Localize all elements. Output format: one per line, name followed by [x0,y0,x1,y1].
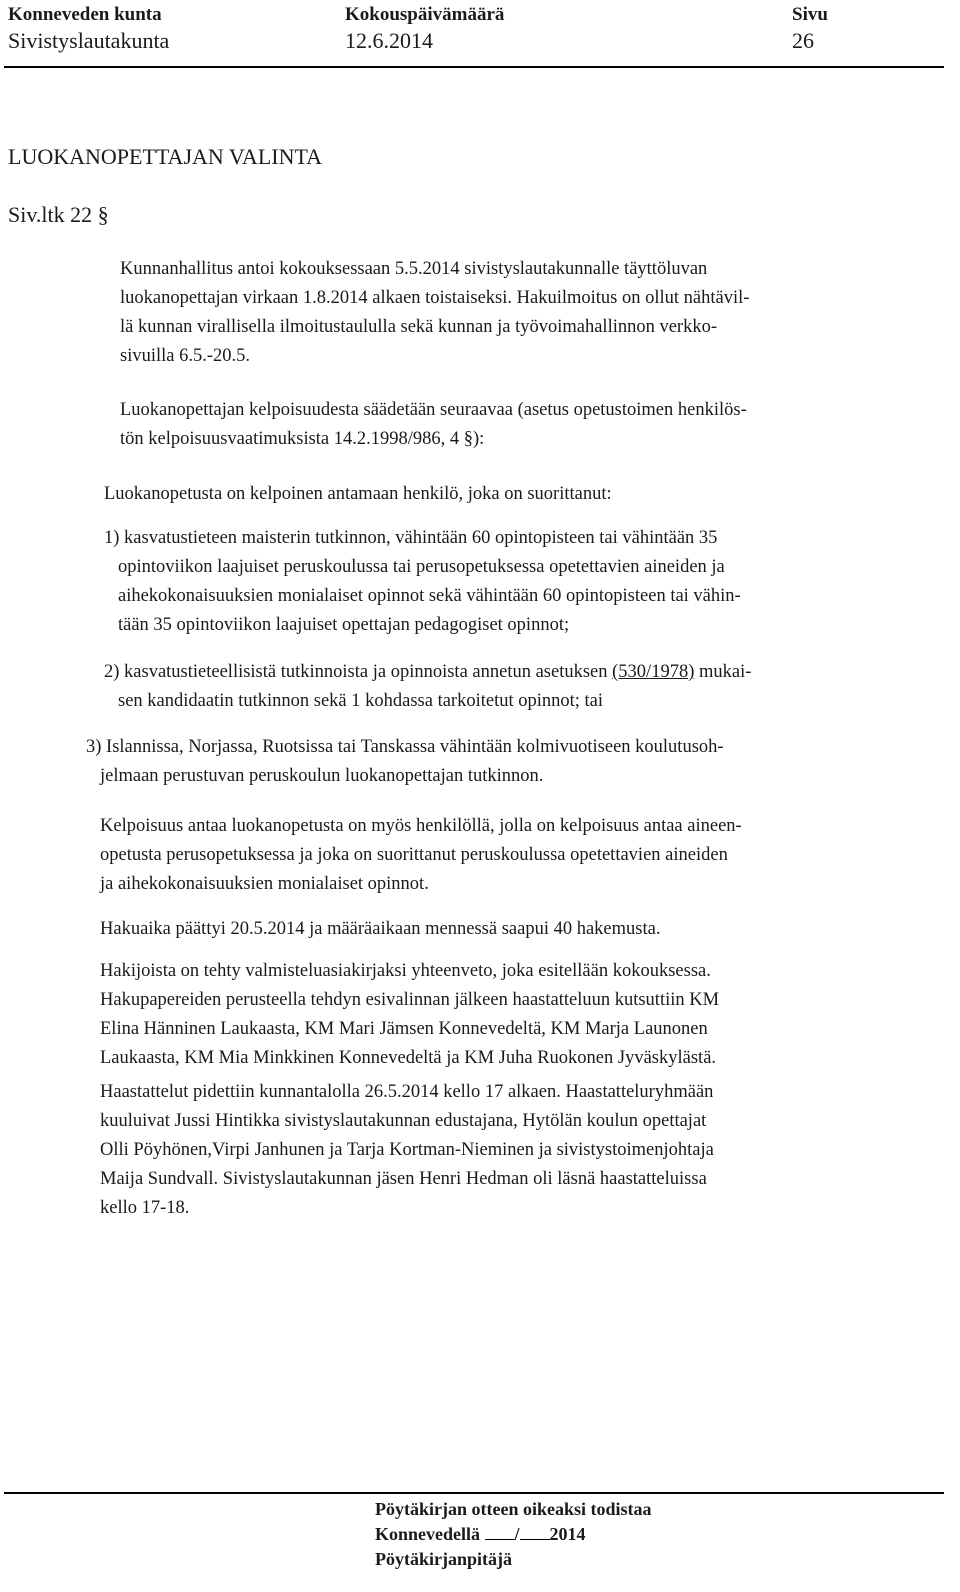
text-line: Hakupapereiden perusteella tehdyn esivalinnan jälkeen haastatteluun kutsuttiin KM [100,990,720,1010]
paragraph-preselection [100,957,719,1073]
text-line: Luokanopettajan kelpoisuudesta säädetään seuraavaa (asetus opetustoimen henkilös- [120,400,747,420]
certifier-role: Pöytäkirjanpitäjä [375,1549,512,1569]
text-line: Laukaasta, KM Mia Minkkinen Konnevedeltä ja KM Juha Ruokonen Jyväskylästä. [100,1048,717,1068]
text-line: 3) Islannissa, Norjassa, Ruotsissa tai Tanskassa vähintään kolmivuotiseen koulutusoh- [86,737,724,757]
paragraph-qualification-intro: Luokanopetusta on kelpoinen antamaan henkilö, joka on suorittanut: [104,484,612,504]
certification-title: Pöytäkirjan otteen oikeaksi todistaa [375,1499,652,1519]
footer-rule [4,1492,944,1494]
section-reference: Siv.ltk 22 § [8,202,109,227]
header-rule [4,66,944,68]
text-line: Kunnanhallitus antoi kokouksessaan 5.5.2014 sivistyslautakunnalle täyttöluvan [120,259,708,279]
page-label: Sivu [792,4,828,25]
certification-date-line [375,1522,652,1547]
date-separator: / [514,1524,520,1544]
item2-text: mukai- [694,662,752,682]
statute-link[interactable]: (530/1978) [612,662,695,682]
text-line: Haastattelut pidettiin kunnantalolla 26.5.2014 kello 17 alkaen. Haastatteluryhmään [100,1082,714,1102]
text-line: aihekokonaisuuksien monialaiset opinnot sekä vähintään 60 opintopisteen tai vähin- [118,586,741,606]
text-line: sivuilla 6.5.-20.5. [120,346,251,366]
text-line: sen kandidaatin tutkinnon sekä 1 kohdassa tarkoitetut opinnot; tai [118,691,604,711]
place-label: Konnevedellä [375,1524,481,1544]
list-item-2 [104,658,751,716]
text-line: opintoviikon laajuiset peruskoulussa tai perusopetuksessa opetettavien aineiden ja [118,557,725,577]
text-line: Elina Hänninen Laukaasta, KM Mari Jämsen Konnevedeltä, KM Marja Launonen [100,1019,708,1039]
text-line: ja aihekokonaisuuksien monialaiset opinnot. [100,874,429,894]
text-line: 1) kasvatustieteen maisterin tutkinnon, vähintään 60 opintopisteen tai vähintään 35 [104,528,718,548]
certification-block [375,1497,652,1572]
text-line: tään 35 opintoviikon laajuiset opettajan pedagogiset opinnot; [118,615,570,635]
org-value: Sivistyslautakunta [8,28,170,53]
org-label: Konneveden kunta [8,4,162,25]
day-blank [485,1525,515,1540]
paragraph-subject-teacher [100,812,742,899]
paragraph-interviews [100,1078,714,1223]
text-line: lä kunnan virallisella ilmoitustaululla sekä kunnan ja työvoimahallinnon verkko- [120,317,718,337]
year-label: 2014 [549,1524,586,1544]
list-item-1 [104,524,741,640]
paragraph-application-deadline: Hakuaika päättyi 20.5.2014 ja määräaikaan mennessä saapui 40 hakemusta. [100,919,661,939]
text-line: Kelpoisuus antaa luokanopetusta on myös henkilöllä, jolla on kelpoisuus antaa aineen- [100,816,742,836]
text-line [104,658,751,687]
text-line: kello 17-18. [100,1198,190,1218]
item2-text: 2) kasvatustieteellisistä tutkinnoista ja opinnoista annetun asetuksen [104,662,613,682]
text-line: jelmaan perustuvan peruskoulun luokanopettajan tutkinnon. [100,766,544,786]
section-title: LUOKANOPETTAJAN VALINTA [8,144,323,169]
month-blank [520,1525,550,1540]
text-line: luokanopettajan virkaan 1.8.2014 alkaen toistaiseksi. Hakuilmoitus on ollut nähtävil- [120,288,750,308]
paragraph-authorization [120,255,749,371]
text-line: opetusta perusopetuksessa ja joka on suorittanut peruskoulussa opetettavien aineiden [100,845,728,865]
text-line: kuuluivat Jussi Hintikka sivistyslautakunnan edustajana, Hytölän koulun opettajat [100,1111,707,1131]
date-label: Kokouspäivämäärä [345,4,505,25]
text-line: Olli Pöyhönen,Virpi Janhunen ja Tarja Kortman-Nieminen ja sivistystoimenjohtaja [100,1140,714,1160]
paragraph-qualification-law [120,396,747,454]
text-line: Maija Sundvall. Sivistyslautakunnan jäsen Henri Hedman oli läsnä haastatteluissa [100,1169,707,1189]
text-line: Hakijoista on tehty valmisteluasiakirjaksi yhteenveto, joka esitellään kokouksessa. [100,961,711,981]
text-line: tön kelpoisuusvaatimuksista 14.2.1998/986, 4 §): [120,429,485,449]
date-value: 12.6.2014 [345,28,433,53]
page-number: 26 [792,28,814,53]
list-item-3 [86,733,724,791]
